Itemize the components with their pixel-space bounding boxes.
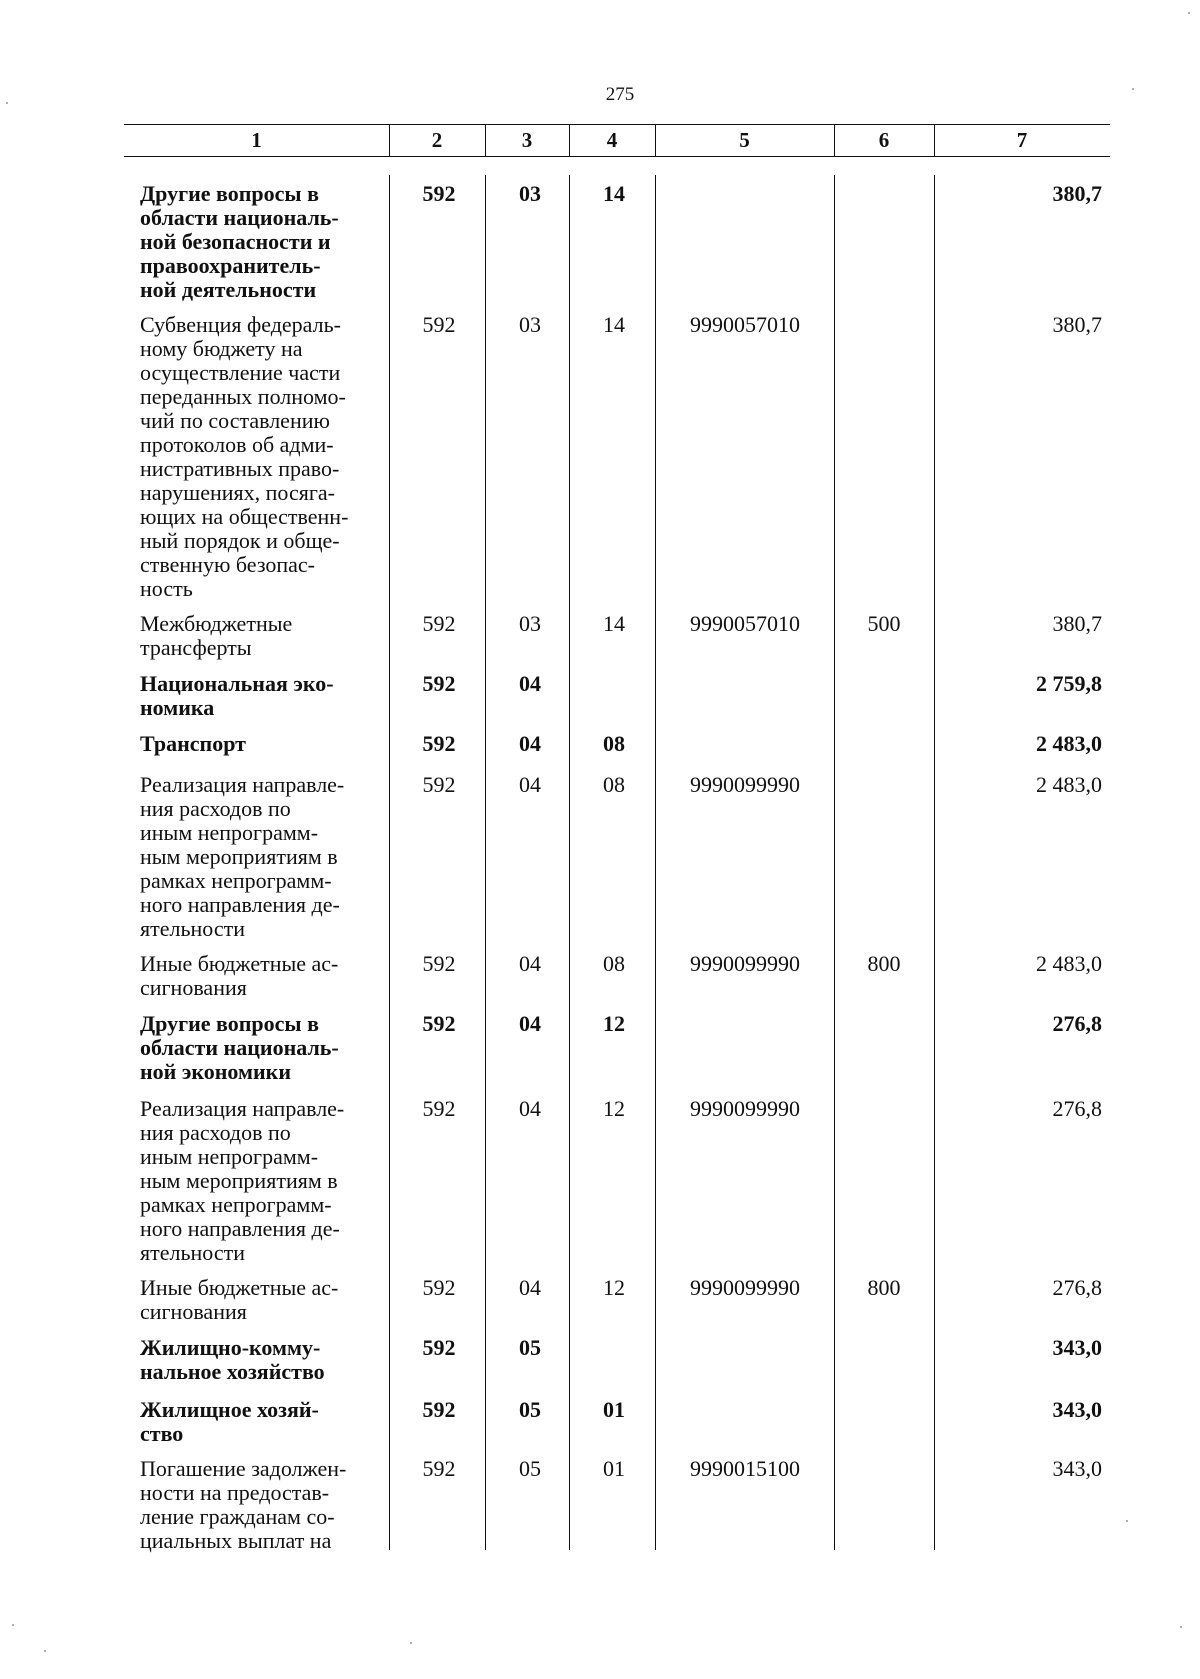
table-top-rule [124,124,1110,125]
row-name-line: ному бюджету на [140,336,303,361]
row-col3-cell: 03 [519,312,541,337]
row-col6-cell: 800 [867,951,901,976]
row-name-line: Реализация направле- [140,772,345,797]
row-col3-cell: 04 [519,671,541,696]
row-name-cell [140,313,388,601]
column-header-2: 2 [431,128,443,152]
row-col4-cell: 08 [603,951,625,976]
row-col2-cell: 592 [422,731,456,756]
row-name-line: ния расходов по [140,796,291,821]
row-name-cell [140,1398,388,1446]
row-name-line: Иные бюджетные ас- [140,951,339,976]
scan-speckle [1132,88,1134,90]
row-name-line: ятельности [140,916,245,941]
row-col3-cell: 04 [519,772,541,797]
row-name-cell [140,1276,388,1324]
row-name-line: области националь- [140,1035,339,1060]
row-col7-cell: 276,8 [1052,1096,1102,1121]
row-name-line: ющих на общественн- [140,504,349,529]
row-col3-cell: 03 [519,181,541,206]
scan-speckle [1126,1520,1128,1522]
row-col3-cell: 04 [519,1011,541,1036]
row-col2-cell: 592 [422,951,456,976]
row-name-line: ной безопасности и [140,229,331,254]
body-col-divider [655,175,656,1550]
row-name-line: ный порядок и обще- [140,528,340,553]
row-name-line: ния расходов по [140,1120,291,1145]
row-name-cell [140,732,388,756]
page-number: 275 [605,84,635,105]
row-name-line: ного направления де- [140,1216,340,1241]
row-name-line: ность [140,576,193,601]
row-col4-cell: 01 [603,1397,625,1422]
row-name-line: ным мероприятиям в [140,1168,338,1193]
scan-speckle [12,1624,14,1626]
row-col3-cell: 04 [519,1096,541,1121]
row-name-line: сигнования [140,975,247,1000]
row-name-line: ным мероприятиям в [140,844,338,869]
row-name-cell [140,182,388,302]
row-name-cell [140,1012,388,1084]
row-col7-cell: 2 759,8 [1036,671,1102,696]
row-name-cell [140,1097,388,1265]
row-col2-cell: 592 [422,611,456,636]
scan-speckle [6,102,8,104]
row-name-line: ности на предостав- [140,1480,330,1505]
row-col7-cell: 380,7 [1052,181,1102,206]
row-col4-cell: 12 [603,1011,625,1036]
row-name-line: Реализация направле- [140,1096,345,1121]
row-col3-cell: 04 [519,951,541,976]
column-header-5: 5 [739,128,750,152]
row-col3-cell: 04 [519,1275,541,1300]
row-name-line: Межбюджетные [140,611,293,636]
row-col2-cell: 592 [422,1096,456,1121]
row-name-line: нистративных право- [140,456,340,481]
row-col2-cell: 592 [422,671,456,696]
row-col7-cell: 276,8 [1052,1275,1102,1300]
row-col5-cell: 9990057010 [690,611,800,636]
row-name-line: циальных выплат на [140,1528,332,1553]
row-name-line: Другие вопросы в [140,181,319,206]
row-name-line: ного направления де- [140,892,340,917]
row-col7-cell: 343,0 [1052,1397,1102,1422]
row-col4-cell: 14 [603,611,625,636]
row-col4-cell: 01 [603,1456,625,1481]
row-col4-cell: 12 [603,1096,625,1121]
row-name-line: трансферты [140,635,252,660]
row-name-line: чий по составлению [140,408,330,433]
row-name-line: правоохранитель- [140,253,321,278]
row-name-line: сигнования [140,1299,247,1324]
row-col4-cell: 14 [603,181,625,206]
row-col4-cell: 08 [603,731,625,756]
row-name-line: переданных полномо- [140,384,346,409]
row-col2-cell: 592 [422,1456,456,1481]
row-col2-cell: 592 [422,772,456,797]
header-bottom-rule [124,156,1110,157]
column-header-7: 7 [1016,128,1028,152]
row-col6-cell: 500 [867,611,901,636]
row-name-line: ственную безопас- [140,552,316,577]
row-name-line: области националь- [140,205,339,230]
row-name-line: Другие вопросы в [140,1011,319,1036]
row-name-line: Жилищно-комму- [140,1335,321,1360]
scan-speckle [1188,12,1190,14]
body-col-divider [834,175,835,1550]
row-col7-cell: 276,8 [1052,1011,1102,1036]
row-col3-cell: 03 [519,611,541,636]
body-col-divider [389,175,390,1550]
row-name-line: нальное хозяйство [140,1359,325,1384]
row-col2-cell: 592 [422,312,456,337]
row-col5-cell: 9990015100 [690,1456,800,1481]
row-name-cell [140,952,388,1000]
row-col2-cell: 592 [422,181,456,206]
row-name-line: Погашение задолжен- [140,1456,347,1481]
row-name-cell [140,1457,388,1553]
row-col5-cell: 9990099990 [690,1275,800,1300]
row-col5-cell: 9990099990 [690,1096,800,1121]
row-col2-cell: 592 [422,1275,456,1300]
body-col-divider [934,175,935,1550]
row-name-line: Субвенция федераль- [140,312,341,337]
row-col5-cell: 9990057010 [690,312,800,337]
row-name-line: протоколов об адми- [140,432,334,457]
row-col2-cell: 592 [422,1011,456,1036]
row-col7-cell: 2 483,0 [1036,951,1102,976]
row-col5-cell: 9990099990 [690,772,800,797]
row-name-cell [140,1336,388,1384]
row-name-cell [140,672,388,720]
row-col7-cell: 2 483,0 [1036,772,1102,797]
scan-speckle [410,1642,412,1644]
row-name-line: ятельности [140,1240,245,1265]
row-col7-cell: 2 483,0 [1036,731,1102,756]
row-name-line: Жилищное хозяй- [140,1397,319,1422]
row-name-line: осуществление части [140,360,341,385]
row-col7-cell: 343,0 [1052,1335,1102,1360]
row-col2-cell: 592 [422,1335,456,1360]
column-header-4: 4 [606,128,618,152]
row-col7-cell: 380,7 [1052,312,1102,337]
row-col4-cell: 14 [603,312,625,337]
row-col6-cell: 800 [867,1275,901,1300]
scan-speckle [1180,1626,1182,1628]
row-col4-cell: 08 [603,772,625,797]
row-col7-cell: 343,0 [1052,1456,1102,1481]
row-name-line: Иные бюджетные ас- [140,1275,339,1300]
row-name-line: ной деятельности [140,277,317,302]
row-col7-cell: 380,7 [1052,611,1102,636]
body-col-divider [485,175,486,1550]
row-col3-cell: 04 [519,731,541,756]
row-name-line: нарушениях, посяга- [140,480,335,505]
row-name-cell [140,773,388,941]
row-name-line: ной экономики [140,1059,292,1084]
row-col3-cell: 05 [519,1335,541,1360]
row-col2-cell: 592 [422,1397,456,1422]
row-name-line: ление гражданам со- [140,1504,335,1529]
column-header-3: 3 [521,128,533,152]
column-header-6: 6 [878,128,890,152]
row-name-cell [140,612,388,660]
row-col3-cell: 05 [519,1456,541,1481]
row-name-line: рамках непрограмм- [140,1192,332,1217]
column-header-1: 1 [251,128,262,152]
row-name-line: Транспорт [140,731,246,756]
row-name-line: ство [140,1421,184,1446]
row-name-line: иным непрограмм- [140,820,319,845]
row-col4-cell: 12 [603,1275,625,1300]
row-col3-cell: 05 [519,1397,541,1422]
row-name-line: номика [140,695,215,720]
row-col5-cell: 9990099990 [690,951,800,976]
row-name-line: иным непрограмм- [140,1144,319,1169]
row-name-line: рамках непрограмм- [140,868,332,893]
row-name-line: Национальная эко- [140,671,334,696]
scan-speckle [44,1650,46,1652]
